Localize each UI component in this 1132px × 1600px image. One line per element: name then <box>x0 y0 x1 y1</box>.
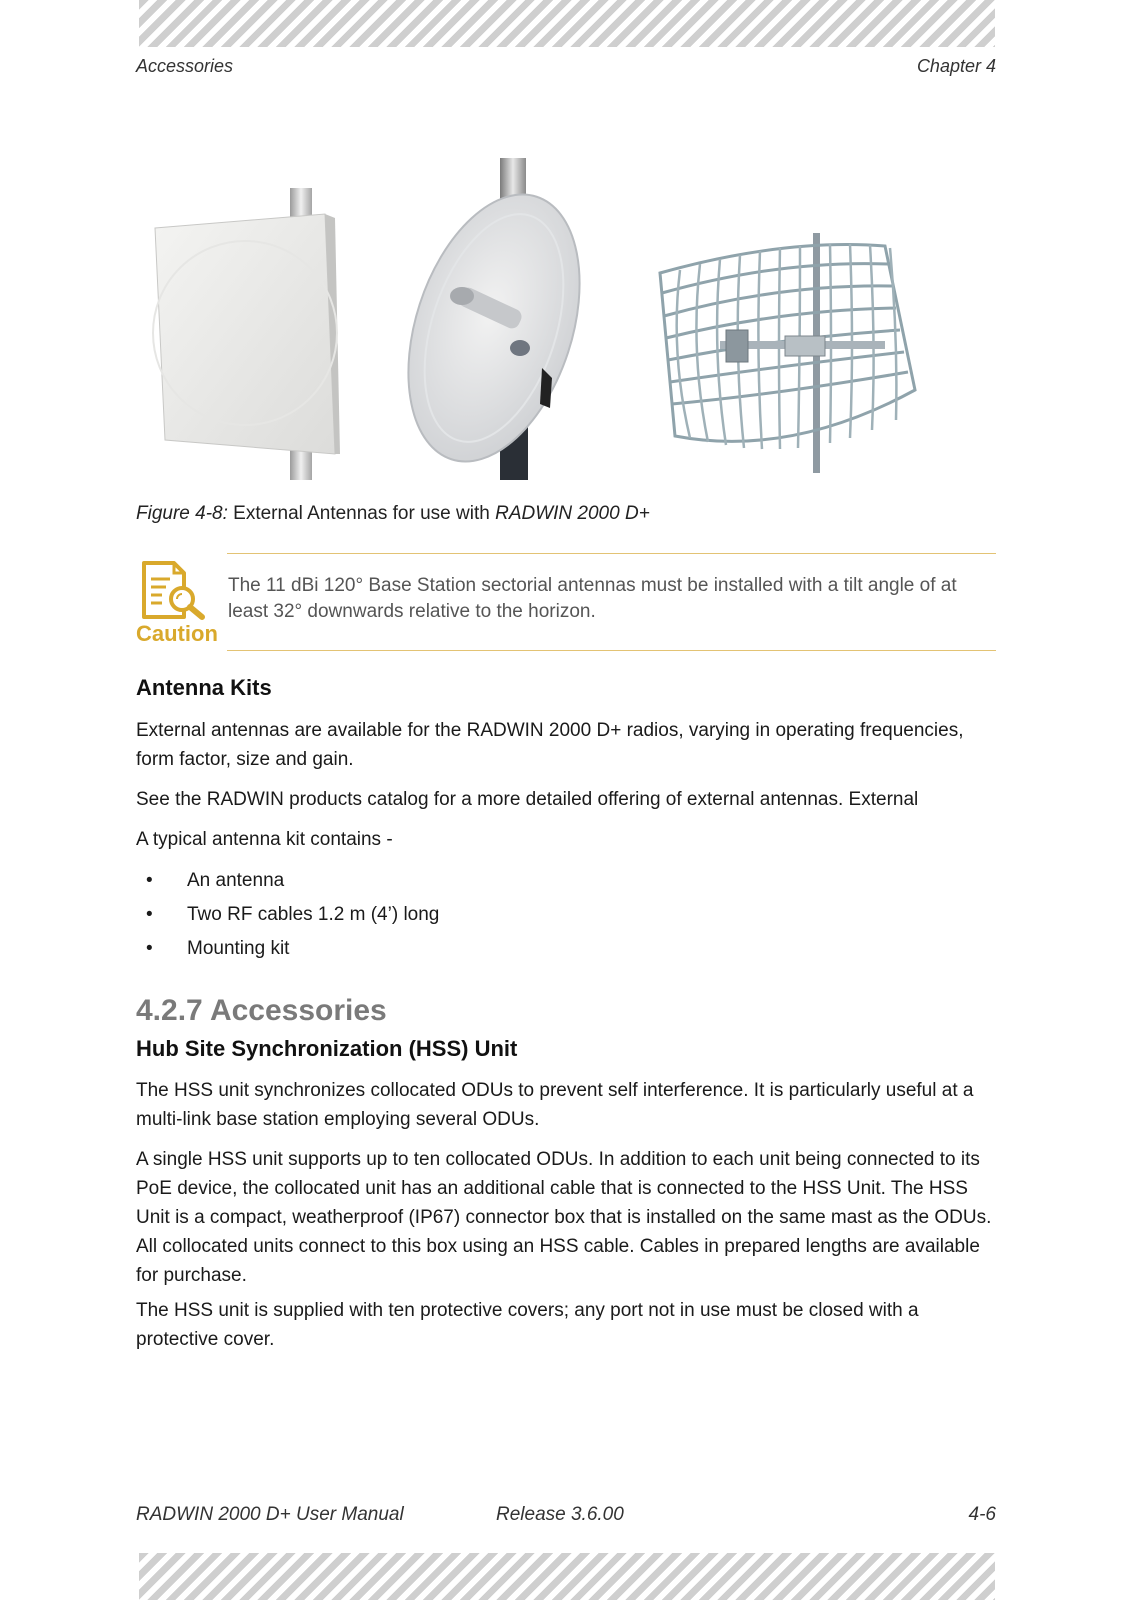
footer-manual-title: RADWIN 2000 D+ User Manual <box>136 1504 404 1525</box>
antenna-kit-contents-list <box>136 864 996 966</box>
caution-label: Caution <box>136 621 218 646</box>
footer-hatched-band <box>139 1553 995 1600</box>
caution-top-rule <box>227 553 996 554</box>
accessories-section-heading: 4.2.7 Accessories <box>136 994 387 1027</box>
list-item: • Two RF cables 1.2 m (4’) long <box>136 898 996 932</box>
footer-page-number: 4-6 <box>968 1504 996 1525</box>
antenna-kits-para-3: A typical antenna kit contains - <box>136 829 393 850</box>
header-hatched-band <box>139 0 995 47</box>
list-item: • An antenna <box>136 864 996 898</box>
figure-number: Figure 4-8: <box>136 503 228 524</box>
grid-antenna-image <box>640 158 930 480</box>
antenna-figure <box>140 158 996 483</box>
hss-para-1: The HSS unit synchronizes collocated ODUs to prevent self interference. It is particularly useful at a multi-link base station employing several ODUs. <box>136 1080 974 1130</box>
footer-release: Release 3.6.00 <box>496 1504 624 1525</box>
dish-antenna-image <box>402 158 582 480</box>
antenna-kits-para-2: See the RADWIN products catalog for a more detailed offering of external antennas. External <box>136 789 919 810</box>
figure-caption <box>136 503 996 525</box>
caution-box <box>136 553 996 651</box>
document-search-icon <box>140 559 212 623</box>
hss-unit-heading: Hub Site Synchronization (HSS) Unit <box>136 1036 518 1061</box>
figure-caption-text: External Antennas for use with <box>227 503 496 524</box>
caution-text: The 11 dBi 120° Base Station sectorial antennas must be installed with a tilt angle of at least 32° downwards relative to the horizon. <box>228 575 957 622</box>
hss-para-2: A single HSS unit supports up to ten collocated ODUs. In addition to each unit being connected to its PoE device, the collocated unit has an additional cable that is connected to the HSS Unit. The HSS Unit is a compact, weatherproof (IP67) connector box that is installed on the same mast as the ODUs. All collocated units connect to this box using an HSS cable. Cables in prepared lengths are available for purchase. <box>136 1149 992 1286</box>
antenna-kits-para-1: External antennas are available for the RADWIN 2000 D+ radios, varying in operating frequencies, form factor, size and gain. <box>136 720 964 770</box>
caution-bottom-rule <box>227 650 996 651</box>
antenna-kits-heading: Antenna Kits <box>136 675 272 700</box>
running-header <box>136 56 996 77</box>
header-chapter: Chapter 4 <box>916 56 996 76</box>
header-section: Accessories <box>136 56 234 76</box>
figure-caption-product: RADWIN 2000 D+ <box>495 503 650 524</box>
hss-para-3: The HSS unit is supplied with ten protective covers; any port not in use must be closed with a protective cover. <box>136 1300 919 1350</box>
flat-panel-antenna-image <box>150 158 340 480</box>
list-item: • Mounting kit <box>136 932 996 966</box>
